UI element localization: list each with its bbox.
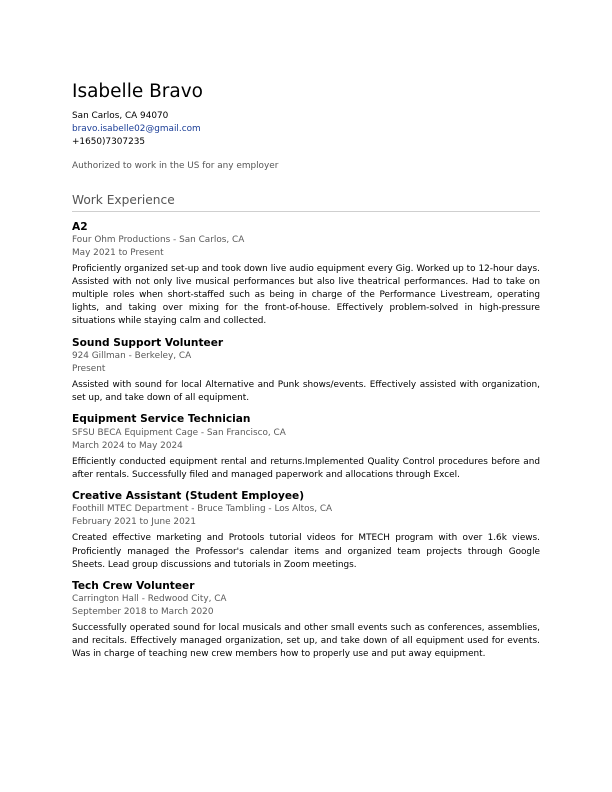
job-entry (72, 490, 540, 572)
job-company: Foothill MTEC Department - Bruce Tambling (72, 504, 266, 515)
candidate-phone: +1650)7307235 (72, 137, 146, 148)
job-company: 924 Gillman (72, 351, 126, 362)
job-title: Tech Crew Volunteer (72, 579, 195, 592)
job-location: Los Altos, CA (274, 504, 333, 515)
job-company-location: SFSU BECA Equipment Cage - San Francisco, CA (72, 427, 286, 438)
job-company-location: Foothill MTEC Department - Bruce Tambling - Los Altos, CA (72, 504, 333, 515)
job-company: Four Ohm Productions (72, 235, 171, 246)
job-title: Sound Support Volunteer (72, 336, 224, 349)
job-entry (72, 221, 540, 329)
job-company-location: 924 Gillman - Berkeley, CA (72, 351, 192, 362)
candidate-name: Isabelle Bravo (72, 81, 203, 102)
job-entry (72, 413, 540, 482)
candidate-location: San Carlos, CA 94070 (72, 111, 169, 121)
job-company: Carrington Hall (72, 594, 139, 605)
job-description: Assisted with sound for local Alternative and Punk shows/events. Effectively assisted with organization, set up, and take down of all equipment. (72, 380, 540, 404)
job-title: A2 (72, 220, 88, 233)
job-title: Equipment Service Technician (72, 413, 251, 426)
job-entry (72, 580, 540, 662)
job-description: Efficiently conducted equipment rental and returns.Implemented Quality Control procedures before and after rentals. Successfully filed and managed paperwork and allocations through Excel. (72, 456, 540, 480)
job-description: Proficiently organized set-up and took down live audio equipment every Gig. Worked up to 12-hour days. Assisted with not only live musical performances but also live theatrical performances. Had to take on multiple roles when short-staffed such as being in charge of the Performance Livestream, operating lights, and taking over mixing for the front-of-house. Effectively problem-solved in high-pressure situations while staying calm and collected. (72, 264, 540, 327)
job-company-location: Four Ohm Productions - San Carlos, CA (72, 235, 245, 246)
job-dates: March 2024 to May 2024 (72, 440, 183, 451)
job-location: Redwood City, CA (147, 594, 227, 605)
job-company-location: Carrington Hall - Redwood City, CA (72, 594, 227, 605)
job-dates: May 2021 to Present (72, 248, 164, 259)
job-location: Berkeley, CA (134, 351, 192, 362)
work-authorization: Authorized to work in the US for any employer (72, 160, 279, 171)
job-dates: September 2018 to March 2020 (72, 607, 214, 618)
job-dates: Present (72, 364, 106, 375)
job-title: Creative Assistant (Student Employee) (72, 489, 305, 502)
job-company: SFSU BECA Equipment Cage (72, 427, 199, 438)
work-experience-heading: Work Experience (72, 192, 540, 212)
job-location: San Francisco, CA (206, 427, 286, 438)
job-location: San Carlos, CA (179, 235, 245, 246)
job-list (72, 221, 540, 662)
job-dates: February 2021 to June 2021 (72, 517, 197, 528)
job-description: Successfully operated sound for local musicals and other small events such as conferences, assemblies, and recitals. Effectively managed organization, set up, and take down of all equipment used for events. Was in charge of teaching new crew members how to properly use and put away equipment. (72, 623, 540, 660)
job-entry (72, 337, 540, 406)
job-description: Created effective marketing and Protools tutorial videos for MTECH program with over 1.6k views. Proficiently managed the Professor's calendar items and organized team projects through Google Sheets. Lead group discussions and tutorials in Zoom meetings. (72, 533, 540, 570)
candidate-email-link[interactable]: bravo.isabelle02@gmail.com (72, 124, 201, 135)
